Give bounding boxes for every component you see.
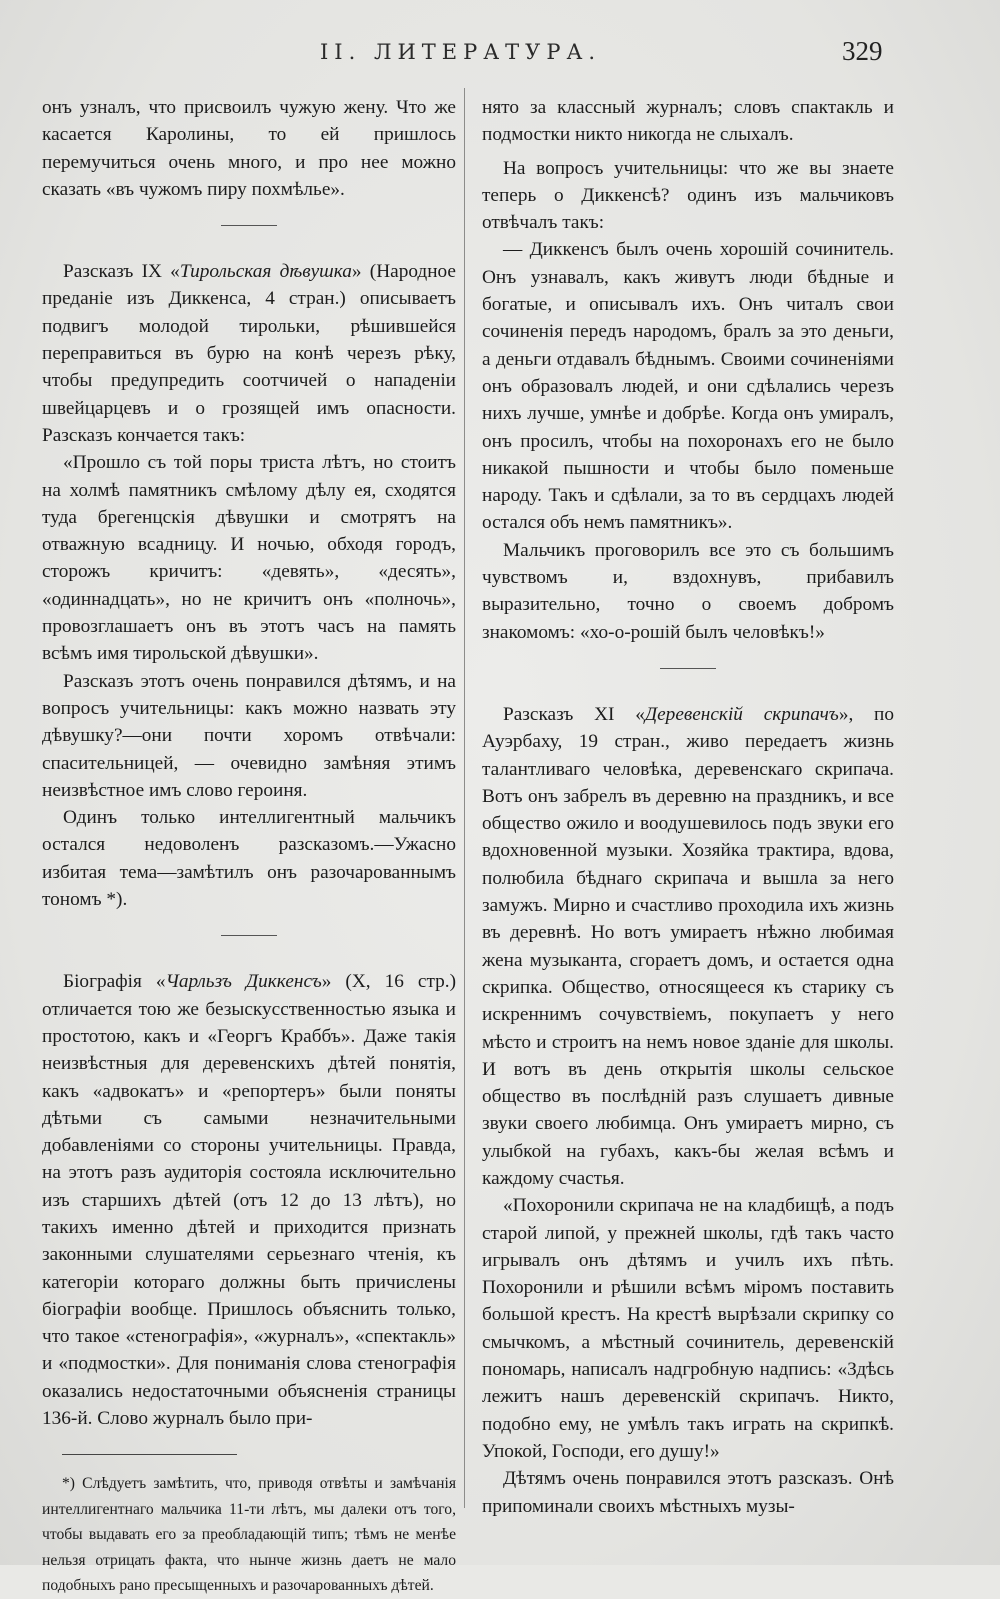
paragraph-quote: — Диккенсъ былъ очень хорошій сочинитель. Онъ узнавалъ, какъ живутъ люди бѣдные и богатые, и описывалъ ихъ. Онъ читалъ свои сочиненія передъ народомъ, бралъ за это деньги, а деньги отдавалъ бѣднымъ. Своими сочиненіями онъ образовалъ людей, и они сдѣлались черезъ нихъ лучше, умнѣе и добрѣе. Когда онъ умиралъ, онъ просилъ, чтобы на похоронахъ его не было никакой пышности и чтобы было поменьше народу. Такъ и сдѣлали, за то въ сердцахъ людей остался объ немъ памятникъ». <box>482 239 894 534</box>
column-divider <box>464 88 465 1508</box>
paragraph: Разсказъ этотъ очень понравился дѣтямъ, и на вопросъ учительницы: какъ можно назвать эту дѣвушку?—они почти хоромъ отвѣчали: спасительницей, — очевидно замѣняя этимъ неизвѣстное имъ слово героиня. <box>42 670 456 801</box>
story-title: Деревенскій скрипачъ <box>644 703 839 725</box>
footnote-text: *) Слѣдуетъ замѣтить, что, приводя отвѣты и замѣчанія интеллигентнаго мальчика 11-ти лѣтъ, мы далеки отъ того, чтобы выдавать его за преобладающій типъ; тѣмъ не менѣе нельзя отрицать факта, что нынче жизнь даетъ не мало подобныхъ рано пресыщенныхъ и разочарованныхъ дѣтей. <box>42 1475 456 1595</box>
paragraph-story-xi: Разсказъ XI «Деревенскій скрипачъ», по Ауэрбаху, 19 стран., живо передаетъ жизнь талантливаго человѣка, деревенскаго скрипача. Вотъ онъ забрелъ въ деревню на праздникъ, и все общество ожило и воодушевилось подъ звуки его вдохновенной музыки. Хозяйка трактира, вдова, полюбила бѣднаго скрипача и вышла за него замужъ. Мирно и счастливо проходила ихъ жизнь въ деревнѣ. Но вотъ умираетъ нѣжно любимая жена музыканта, сгораетъ домъ, и остается одна скрипка. Общество, относящееся къ старику съ искреннимъ сочувствіемъ, покупаетъ у него мѣсто и строитъ на немъ новое зданіе для школы. И вотъ въ день открытія школы сельское общество въ послѣдній разъ слушаетъ дивные звуки своего любимца. Онъ умираетъ мирно, съ улыбкой на губахъ, какъ-бы желая всѣмъ и каждому счастья. <box>482 703 894 1189</box>
biography-title: Чарльзъ Диккенсъ <box>165 971 322 993</box>
running-title: II. ЛИТЕРАТУРА. <box>320 40 602 64</box>
paragraph: Одинъ только интеллигентный мальчикъ остался недоволенъ разсказомъ.—Ужасно избитая тема—замѣтилъ онъ разочарованнымъ тономъ *). <box>42 807 456 911</box>
paragraph-quote: «Похоронили скрипача не на кладбищѣ, а подъ старой липой, у прежней школы, гдѣ такъ часто игрывалъ онъ дѣтямъ и училъ ихъ пѣть. Похоронили и рѣшили всѣмъ міромъ поставить большой крестъ. На крестѣ вырѣзали скрипку со смычкомъ, а мѣстный сочинитель, деревенскій пономарь, написалъ надгробную надпись: «Здѣсь лежитъ нашъ деревенскій скрипачъ. Никто, подобно ему, не умѣлъ такъ играть на скрипкѣ. Упокой, Господи, его душу!» <box>482 1195 894 1462</box>
page-number: 329 <box>842 36 883 66</box>
footnote-rule <box>62 1454 237 1455</box>
story-title: Тирольская дѣвушка <box>179 261 352 283</box>
paragraph: онъ узналъ, что присвоилъ чужую жену. Что же касается Каролины, то ей пришлось перемучиться очень много, и про нее можно сказать «въ чужомъ пиру похмѣлье». <box>42 97 456 200</box>
section-rule <box>660 668 716 669</box>
paragraph-story-ix: Разсказъ IX «Тирольская дѣвушка» (Народное преданіе изъ Диккенса, 4 стран.) описываетъ подвигъ молодой тирольки, рѣшившейся переправиться въ бурю на конѣ черезъ рѣку, чтобы предупредить соотчичей о нападеніи швейцарцевъ и о грозящей имъ опасности. Разсказъ кончается такъ: <box>42 261 456 446</box>
paragraph-biography: Біографія «Чарльзъ Диккенсъ» (X, 16 стр.) отличается тою же безыскусственностью языка и простотою, какъ и «Георгъ Краббъ». Даже такія неизвѣстныя для деревенскихъ дѣтей понятія, какъ «адвокатъ» и «репортеръ» были поняты дѣтьми съ самыми незначительными добавленіями со стороны учительницы. Правда, на этотъ разъ аудиторія состояла исключительно изъ старшихъ дѣтей (отъ 12 до 13 лѣтъ), но такихъ именно дѣтей и приходится признать законными слушателями серьезнаго чтенія, къ категоріи котораго должны быть причислены біографіи вообще. Пришлось объяснить только, что такое «стенографія», «журналъ», «спектакль» и «подмостки». Для пониманія слова стенографія оказались недостаточными объясненія страницы 136-й. Слово журналъ было при- <box>42 971 456 1430</box>
paragraph: Мальчикъ проговорилъ все это съ большимъ чувствомъ и, вздохнувъ, прибавилъ выразительно, точно о своемъ добромъ знакомомъ: «хо-о-рошій былъ человѣкъ!» <box>482 539 894 643</box>
paragraph: Дѣтямъ очень понравился этотъ разсказъ. Онѣ припоминали своихъ мѣстныхъ музы- <box>482 1468 894 1517</box>
section-rule <box>221 225 277 226</box>
paragraph: На вопросъ учительницы: что же вы знаете теперь о Диккенсѣ? одинъ изъ мальчиковъ отвѣчалъ такъ: <box>482 157 894 234</box>
page-header <box>0 36 1000 76</box>
paragraph: нято за классный журналъ; словъ спактакль и подмостки никто никогда не слыхалъ. <box>482 97 894 146</box>
right-column <box>482 94 894 1520</box>
section-rule <box>221 935 277 936</box>
left-column <box>42 94 456 1599</box>
footnote <box>42 1471 456 1599</box>
paragraph-quote: «Прошло съ той поры триста лѣтъ, но стоитъ на холмѣ памятникъ смѣлому дѣлу ея, сходятся туда брегенцскія дѣвушки и смотрятъ на отважную всадницу. И ночью, обходя городъ, сторожъ кричитъ: «девять», «десять», «одиннадцать», но не кричитъ онъ «полночь», провозглашаетъ онъ въ этотъ часъ на память всѣмъ имя тирольской дѣвушки». <box>42 452 456 665</box>
